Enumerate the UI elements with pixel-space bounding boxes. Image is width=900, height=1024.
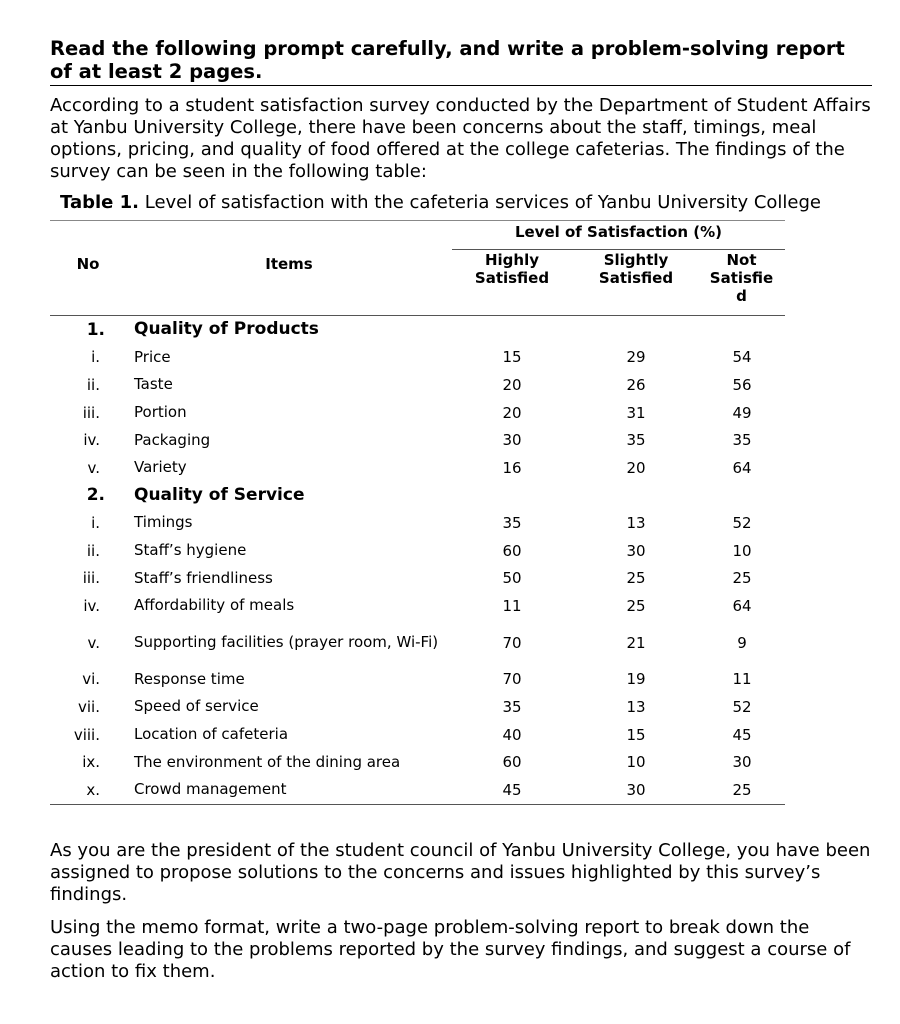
not-satisfied-value: 10 <box>732 541 752 560</box>
highly-satisfied-value: 15 <box>502 348 522 367</box>
header-no: No <box>76 255 100 273</box>
table-caption <box>60 192 872 214</box>
not-satisfied-value: 30 <box>732 753 752 772</box>
not-satisfied-value: 9 <box>737 633 747 652</box>
highly-satisfied-value: 40 <box>502 725 522 744</box>
slightly-satisfied-value: 20 <box>626 458 646 477</box>
row-number: iii. <box>82 569 100 588</box>
highly-satisfied-value: 20 <box>502 403 522 422</box>
row-number: v. <box>87 633 100 652</box>
highly-satisfied-value: 60 <box>502 753 522 772</box>
table-row <box>50 426 785 454</box>
row-number: v. <box>87 458 100 477</box>
slightly-satisfied-value: 30 <box>626 541 646 560</box>
table-row <box>50 509 785 537</box>
highly-satisfied-value: 50 <box>502 569 522 588</box>
table-row <box>50 564 785 592</box>
not-satisfied-value: 35 <box>732 431 752 450</box>
table-row <box>50 537 785 565</box>
header-group-divider <box>452 249 785 250</box>
table-body <box>50 316 785 804</box>
highly-satisfied-value: 60 <box>502 541 522 560</box>
slightly-satisfied-value: 31 <box>626 403 646 422</box>
row-item: Portion <box>134 403 187 422</box>
table-row <box>50 721 785 749</box>
highly-satisfied-value: 35 <box>502 697 522 716</box>
slightly-satisfied-value: 21 <box>626 633 646 652</box>
header-slightly-satisfied: Slightly Satisfied <box>598 251 674 287</box>
slightly-satisfied-value: 13 <box>626 513 646 532</box>
section-row <box>50 482 785 510</box>
slightly-satisfied-value: 19 <box>626 670 646 689</box>
row-item: Location of cafeteria <box>134 725 289 744</box>
row-number: i. <box>91 513 100 532</box>
highly-satisfied-value: 35 <box>502 513 522 532</box>
not-satisfied-value: 45 <box>732 725 752 744</box>
row-number: viii. <box>73 725 100 744</box>
row-item: Variety <box>134 458 187 477</box>
row-number: iv. <box>83 431 100 450</box>
row-number: iv. <box>83 596 100 615</box>
instruction-paragraph: Using the memo format, write a two-page problem-solving report to break down the causes leading to the problems reported by the survey findings, and suggest a course of action to fix them. <box>50 916 851 982</box>
header-highly-satisfied: Highly Satisfied <box>474 251 550 287</box>
not-satisfied-value: 54 <box>732 348 752 367</box>
prompt-heading: Read the following prompt carefully, and write a problem-solving report of at least 2 pages. <box>50 37 872 86</box>
slightly-satisfied-value: 13 <box>626 697 646 716</box>
slightly-satisfied-value: 25 <box>626 569 646 588</box>
slightly-satisfied-value: 29 <box>626 348 646 367</box>
highly-satisfied-value: 16 <box>502 458 522 477</box>
not-satisfied-value: 25 <box>732 780 752 799</box>
section-number: 1. <box>86 319 105 340</box>
not-satisfied-value: 25 <box>732 569 752 588</box>
highly-satisfied-value: 70 <box>502 670 522 689</box>
row-number: iii. <box>82 403 100 422</box>
table-row <box>50 399 785 427</box>
header-not-satisfied: Not Satisfie d <box>709 251 774 305</box>
section-row <box>50 316 785 344</box>
row-item: Supporting facilities (prayer room, Wi-Fi) <box>134 633 439 652</box>
slightly-satisfied-value: 15 <box>626 725 646 744</box>
section-number: 2. <box>86 485 105 506</box>
row-item: Staff’s hygiene <box>134 541 247 560</box>
satisfaction-table <box>50 220 785 805</box>
highly-satisfied-value: 20 <box>502 375 522 394</box>
row-item: Speed of service <box>134 697 259 716</box>
table-caption-text: Level of satisfaction with the cafeteria services of Yanbu University College <box>144 192 821 213</box>
highly-satisfied-value: 30 <box>502 431 522 450</box>
table-row <box>50 776 785 804</box>
table-row <box>50 693 785 721</box>
table-row <box>50 666 785 694</box>
row-number: ix. <box>82 753 100 772</box>
table-row <box>50 454 785 482</box>
row-item: The environment of the dining area <box>134 752 401 771</box>
table-row <box>50 620 785 666</box>
section-title: Quality of Products <box>134 319 319 340</box>
not-satisfied-value: 11 <box>732 670 752 689</box>
row-item: Packaging <box>134 430 211 449</box>
header-level-group: Level of Satisfaction (%) <box>514 223 723 241</box>
row-number: ii. <box>86 541 100 560</box>
row-item: Price <box>134 347 171 366</box>
header-items: Items <box>265 255 313 273</box>
row-item: Staff’s friendliness <box>134 568 273 587</box>
slightly-satisfied-value: 35 <box>626 431 646 450</box>
slightly-satisfied-value: 26 <box>626 375 646 394</box>
row-number: vii. <box>78 697 100 716</box>
not-satisfied-value: 64 <box>732 458 752 477</box>
slightly-satisfied-value: 10 <box>626 753 646 772</box>
not-satisfied-value: 49 <box>732 403 752 422</box>
section-title: Quality of Service <box>134 484 305 505</box>
row-item: Response time <box>134 669 245 688</box>
assignment-paragraph: As you are the president of the student council of Yanbu University College, you have been assigned to propose solutions to the concerns and issues highlighted by this survey’s findings. <box>50 839 871 905</box>
not-satisfied-value: 56 <box>732 375 752 394</box>
document-page <box>50 37 872 983</box>
highly-satisfied-value: 11 <box>502 596 522 615</box>
row-item: Timings <box>134 513 193 532</box>
row-item: Crowd management <box>134 780 287 799</box>
row-item: Taste <box>134 375 173 394</box>
table-row <box>50 592 785 620</box>
table-caption-label: Table 1. <box>60 192 139 213</box>
row-number: i. <box>91 348 100 367</box>
slightly-satisfied-value: 25 <box>626 596 646 615</box>
row-number: x. <box>86 780 100 799</box>
slightly-satisfied-value: 30 <box>626 780 646 799</box>
highly-satisfied-value: 45 <box>502 780 522 799</box>
not-satisfied-value: 52 <box>732 697 752 716</box>
row-number: ii. <box>86 375 100 394</box>
not-satisfied-value: 64 <box>732 596 752 615</box>
table-row <box>50 371 785 399</box>
table-row <box>50 344 785 372</box>
highly-satisfied-value: 70 <box>502 633 522 652</box>
table-header <box>50 221 785 316</box>
row-item: Affordability of meals <box>134 596 295 615</box>
row-number: vi. <box>82 670 100 689</box>
table-row <box>50 748 785 776</box>
intro-paragraph: According to a student satisfaction survey conducted by the Department of Student Affairs at Yanbu University College, there have been concerns about the staff, timings, meal options, pricing, and quality of food offered at the college cafeterias. The findings of the survey can be seen in the following table: <box>50 95 871 182</box>
not-satisfied-value: 52 <box>732 513 752 532</box>
